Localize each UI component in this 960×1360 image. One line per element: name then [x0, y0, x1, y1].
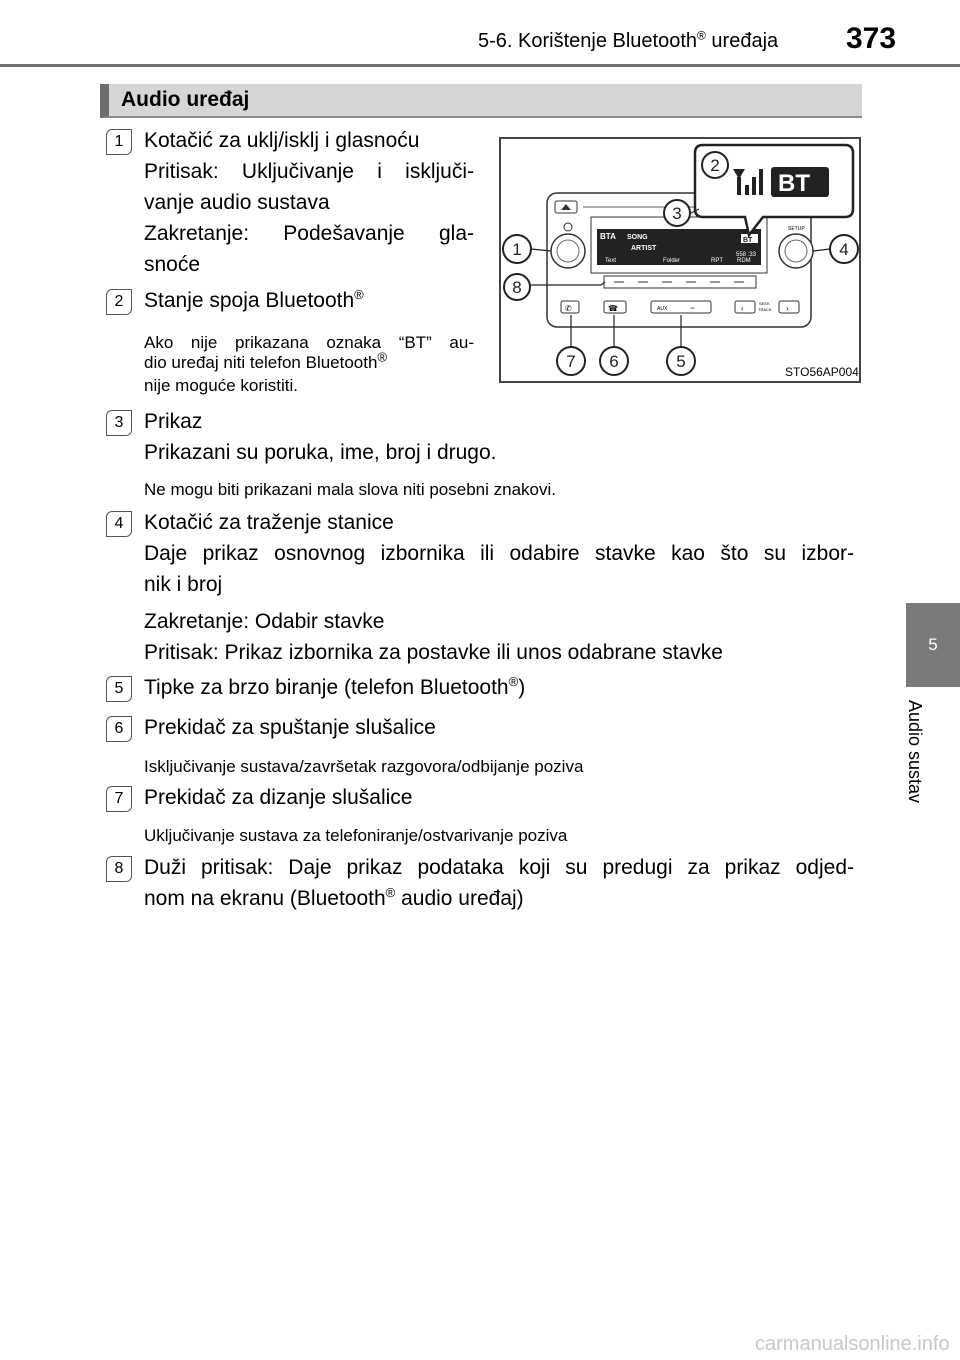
item-1-line: snoće — [144, 253, 201, 276]
setup-label: SETUP — [788, 226, 805, 232]
item-2-note: Ako nije prikazana oznaka “BT” au- — [144, 333, 474, 352]
display-rpt-softkey: RPT — [711, 258, 723, 264]
chapter-label: Audio sustav — [905, 700, 925, 804]
item-1-line: vanje audio sustava — [144, 191, 330, 214]
chevron-left-icon: ‹ — [741, 304, 744, 313]
section-heading: Audio uređaj — [100, 84, 862, 118]
preset-button-strip — [604, 276, 756, 288]
seek-label: SEEK — [759, 301, 770, 306]
display-time: 558 :33 — [736, 252, 757, 258]
leader-4 — [813, 249, 830, 251]
item-4-title: Kotačić za traženje stanice — [144, 511, 394, 534]
item-1-line: Zakretanje: Podešavanje gla- — [144, 222, 474, 245]
item-number-4: 4 — [106, 511, 132, 537]
item-2-note: nije moguće koristiti. — [144, 376, 299, 395]
item-1-title: Kotačić za uklj/isklj i glasnoću — [144, 129, 420, 152]
item-number-2: 2 — [106, 289, 132, 315]
tune-knob — [779, 234, 813, 268]
callout-2-label: 2 — [710, 156, 720, 175]
callout-4-label: 4 — [839, 240, 849, 259]
phone-hangup-icon: ☎ — [608, 304, 618, 313]
item-4-line: Daje prikaz osnovnog izbornika ili odabire stavke kao što su izbor- — [144, 542, 854, 565]
item-7-title: Prekidač za dizanje slušalice — [144, 786, 413, 809]
item-3-title: Prikaz — [144, 410, 203, 433]
leader-8 — [529, 282, 605, 285]
bt-status-label: BT — [778, 170, 810, 197]
item-number-5: 5 — [106, 676, 132, 702]
volume-knob — [551, 234, 585, 268]
callout-8-label: 8 — [512, 278, 522, 297]
item-8-line: nom na ekranu (Bluetooth® audio uređaj) — [144, 885, 524, 910]
item-1-line: Pritisak: Uključivanje i isključi- — [144, 160, 474, 183]
item-4-line: Pritisak: Prikaz izbornika za postavke ili unos odabrane stavke — [144, 641, 723, 664]
item-number-6: 6 — [106, 716, 132, 742]
display-rdm-softkey: RDM — [737, 258, 751, 264]
item-number-8: 8 — [106, 856, 132, 882]
item-2-title: Stanje spoja Bluetooth® — [144, 287, 364, 312]
callout-7-label: 7 — [566, 352, 576, 371]
item-3-note: Ne mogu biti prikazani mala slova niti posebni znakovi. — [144, 480, 556, 499]
item-number-7: 7 — [106, 786, 132, 812]
seek-back-button — [735, 301, 755, 313]
callout-6-label: 6 — [609, 352, 619, 371]
item-2-note: dio uređaj niti telefon Bluetooth® — [144, 349, 388, 372]
audio-unit-figure — [499, 137, 861, 383]
watermark: carmanualsonline.info — [755, 1333, 950, 1355]
item-6-title: Prekidač za spuštanje slušalice — [144, 716, 436, 739]
callout-1-label: 1 — [512, 240, 522, 259]
callout-5-label: 5 — [676, 352, 686, 371]
display-bt-audio: BTA — [600, 232, 616, 241]
item-5-title: Tipke za brzo biranje (telefon Bluetooth®) — [144, 674, 526, 699]
display-song: SONG — [627, 234, 648, 241]
page-number: 373 — [846, 22, 897, 55]
seek-forward-button — [779, 301, 799, 313]
track-label: TRACK — [758, 307, 772, 312]
item-4-line: Zakretanje: Odabir stavke — [144, 610, 385, 633]
display-artist: ARTIST — [631, 245, 657, 252]
display-bt-label: BT — [743, 237, 753, 244]
audio-unit-illustration — [501, 139, 859, 381]
display-folder-softkey: Folder — [663, 258, 681, 264]
eject-icon — [561, 204, 571, 210]
item-number-3: 3 — [106, 410, 132, 436]
item-7-note: Uključivanje sustava za telefoniranje/ostvarivanje poziva — [144, 826, 568, 845]
callout-3-label: 3 — [672, 204, 682, 223]
running-header: 5-6. Korištenje Bluetooth® uređaja — [478, 28, 779, 52]
item-number-1: 1 — [106, 129, 132, 155]
item-3-line: Prikazani su poruka, ime, broj i drugo. — [144, 441, 497, 464]
item-8-line: Duži pritisak: Daje prikaz podataka koji su predugi za prikaz odjed- — [144, 856, 854, 879]
usb-icon: ⇔ — [689, 305, 696, 312]
phone-pickup-icon: ✆ — [565, 304, 572, 313]
power-icon — [564, 223, 572, 231]
header-rule — [0, 64, 960, 67]
display-text-softkey: Text — [605, 258, 617, 264]
chevron-right-icon: › — [786, 304, 789, 313]
leader-1 — [531, 249, 551, 251]
chapter-tab: 5 — [906, 603, 960, 687]
aux-label: AUX — [657, 306, 668, 312]
item-4-line: nik i broj — [144, 573, 223, 596]
item-6-note: Isključivanje sustava/završetak razgovora/odbijanje poziva — [144, 757, 584, 776]
figure-code: STO56AP004 — [785, 365, 859, 379]
